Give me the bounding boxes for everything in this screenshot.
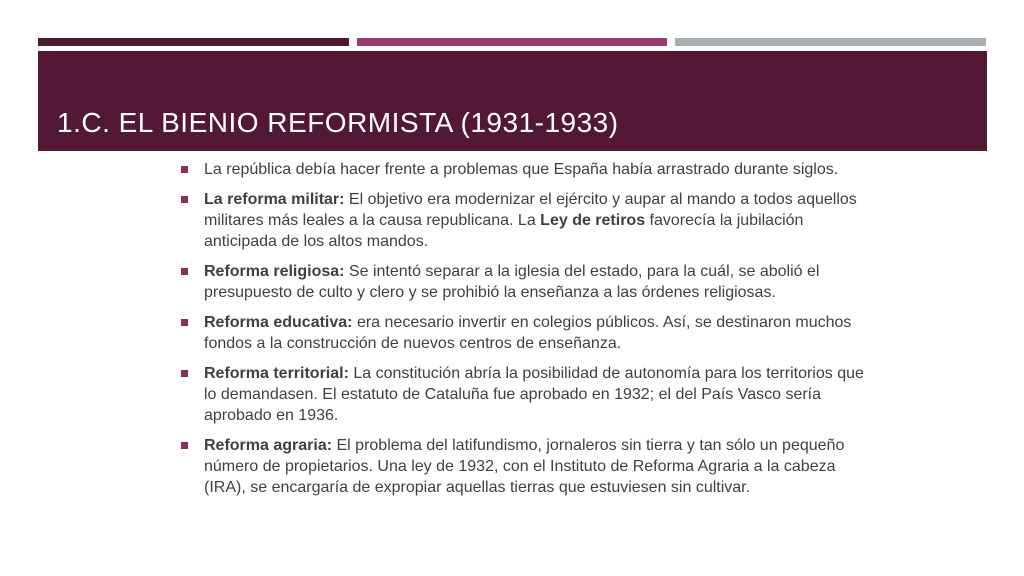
bullet-religious-reform (178, 261, 868, 303)
accent-bar-gray (675, 38, 986, 46)
square-bullet-icon (181, 319, 188, 326)
bullet-text: El objetivo era modernizar el ejército y aupar al mando a todos aquellos militares más leales a la causa republicana. La (204, 191, 857, 229)
accent-bar-magenta (357, 38, 667, 46)
square-bullet-icon (181, 370, 188, 377)
bullet-text: era necesario invertir en colegios públicos. Así, se destinaron muchos fondos a la construcción de nuevos centros de enseñanza. (204, 314, 852, 352)
bullet-label: Reforma territorial: (204, 365, 349, 382)
slide-title: 1.C. EL BIENIO REFORMISTA (1931-1933) (57, 107, 619, 138)
bullet-education-reform (178, 312, 868, 354)
square-bullet-icon (181, 442, 188, 449)
bullet-text-continued: favorecía la jubilación anticipada de los altos mandos. (204, 212, 804, 250)
bullet-emphasis: Ley de retiros (540, 212, 646, 229)
square-bullet-icon (181, 166, 188, 173)
title-band (38, 51, 987, 151)
bullet-intro (178, 159, 868, 180)
bullet-territorial-reform (178, 363, 868, 426)
bullet-label: Reforma educativa: (204, 314, 353, 331)
bullet-text: La república debía hacer frente a problemas que España había arrastrado durante siglos. (204, 161, 839, 178)
bullet-text: La constitución abría la posibilidad de autonomía para los territorios que lo demandasen. El estatuto de Cataluña fue aprobado en 1932; el del País Vasco sería aprobado en 1936. (204, 365, 864, 424)
accent-bar-dark (38, 38, 349, 46)
bullet-list (178, 159, 868, 507)
bullet-military-reform (178, 189, 868, 252)
bullet-label: La reforma militar: (204, 191, 345, 208)
bullet-label: Reforma agraria: (204, 437, 333, 454)
bullet-text: El problema del latifundismo, jornaleros sin tierra y tan sólo un pequeño número de propietarios. Una ley de 1932, con el Instituto de Reforma Agraria a la cabeza (IRA), se encargaría de expropiar aquellas tierras que estuviesen sin cultivar. (204, 437, 845, 496)
bullet-text: Se intentó separar a la iglesia del estado, para la cuál, se abolió el presupuesto de culto y clero y se prohibió la enseñanza a las órdenes religiosas. (204, 263, 820, 301)
bullet-agrarian-reform (178, 435, 868, 498)
square-bullet-icon (181, 196, 188, 203)
square-bullet-icon (181, 268, 188, 275)
bullet-label: Reforma religiosa: (204, 263, 345, 280)
